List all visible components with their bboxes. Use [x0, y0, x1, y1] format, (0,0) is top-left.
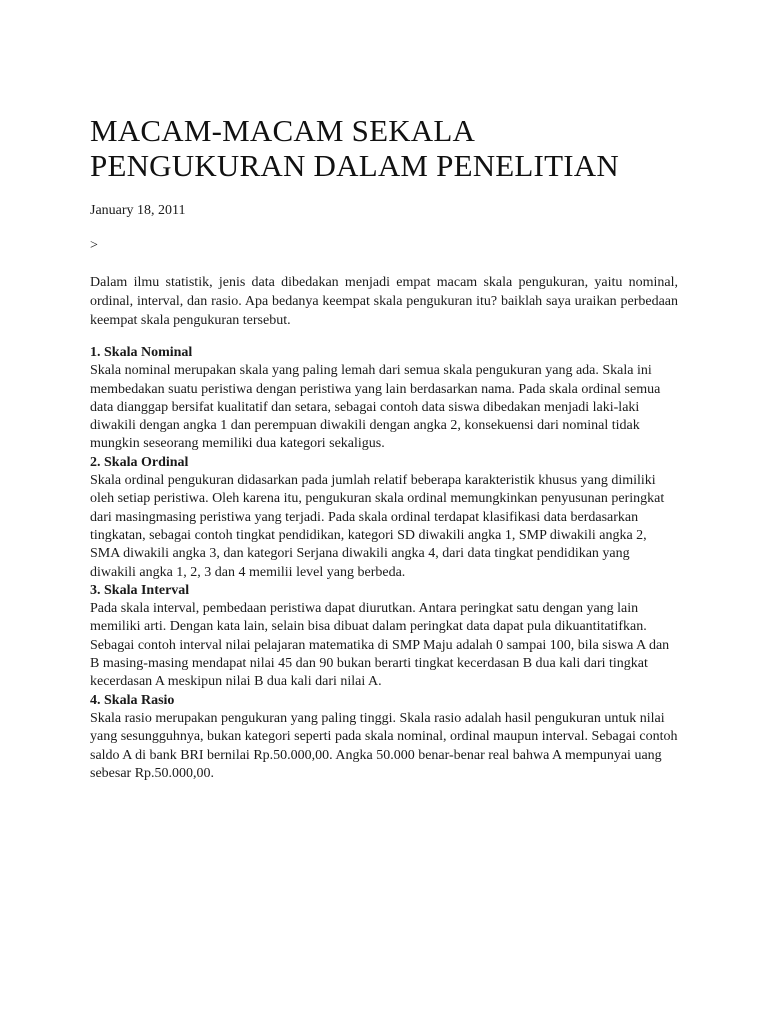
- section-interval: [90, 582, 678, 692]
- publish-date: January 18, 2011: [90, 203, 186, 218]
- section-ordinal: [90, 454, 678, 582]
- section-heading: 3. Skala Interval: [90, 582, 190, 598]
- section-nominal: [90, 344, 678, 454]
- intro-paragraph: Dalam ilmu statistik, jenis data dibedakan menjadi empat macam skala pengukuran, yaitu nominal, ordinal, interval, dan rasio. Apa bedanya keempat skala pengukuran itu? baiklah saya uraikan perbedaan keempat skala pengukuran tersebut.: [90, 275, 678, 328]
- section-body: Skala nominal merupakan skala yang paling lemah dari semua skala pengukuran yang ada. Skala ini membedakan suatu peristiwa dengan peristiwa yang lain berdasarkan nama. Pada skala ordinal semua data dianggap bersifat kualitatif dan setara, sebagai contoh data siswa dibedakan menjadi laki-laki diwakili dengan angka 1 dan perempuan diwakili dengan angka 2, konsekuensi dari nominal tidak mungkin seseorang memiliki dua kategori sekaligus.: [90, 363, 661, 452]
- section-body: Skala rasio merupakan pengukuran yang paling tinggi. Skala rasio adalah hasil pengukuran untuk nilai yang sesungguhnya, bukan kategori seperti pada skala nominal, ordinal maupun interval. Sebagai contoh saldo A di bank BRI bernilai Rp.50.000,00. Angka 50.000 benar-benar real bahwa A mempunyai uang sebesar Rp.50.000,00.: [90, 710, 678, 781]
- section-heading: 2. Skala Ordinal: [90, 454, 189, 470]
- marker-text: >: [90, 238, 98, 253]
- section-body: Skala ordinal pengukuran didasarkan pada jumlah relatif beberapa karakteristik khusus yang dimiliki oleh setiap peristiwa. Oleh karena itu, pengukuran skala ordinal memungkinkan penyusunan peringkat dari masingmasing peristiwa yang terjadi. Pada skala ordinal terdapat klasifikasi data berdasarkan tingkatan, sebagai contoh tingkat pendidikan, kategori SD diwakili angka 1, SMP diwakili angka 2, SMA diwakili angka 3, dan kategori Serjana diwakili angka 4, dari data tingkat pendidikan yang diwakili angka 1, 2, 3 dan 4 memilii level yang berbeda.: [90, 473, 665, 580]
- sections-list: [90, 344, 678, 783]
- section-body: Pada skala interval, pembedaan peristiwa dapat diurutkan. Antara peringkat satu dengan yang lain memiliki arti. Dengan kata lain, selain bisa dibuat dalam peringkat data dapat pula dikuantitatifkan. Sebagai contoh interval nilai pelajaran matematika di SMP Maju adalah 0 sampai 100, bila siswa A dan B masing-masing mendapat nilai 45 dan 90 bukan berarti tingkat kecerdasan B dua kali dari tingkat kecerdasan A meskipun nilai B dua kali dari nilai A.: [90, 601, 670, 690]
- document-title: MACAM-MACAM SEKALA PENGUKURAN DALAM PENELITIAN: [90, 113, 619, 183]
- section-heading: 4. Skala Rasio: [90, 692, 175, 708]
- section-rasio: [90, 692, 678, 783]
- section-heading: 1. Skala Nominal: [90, 345, 193, 360]
